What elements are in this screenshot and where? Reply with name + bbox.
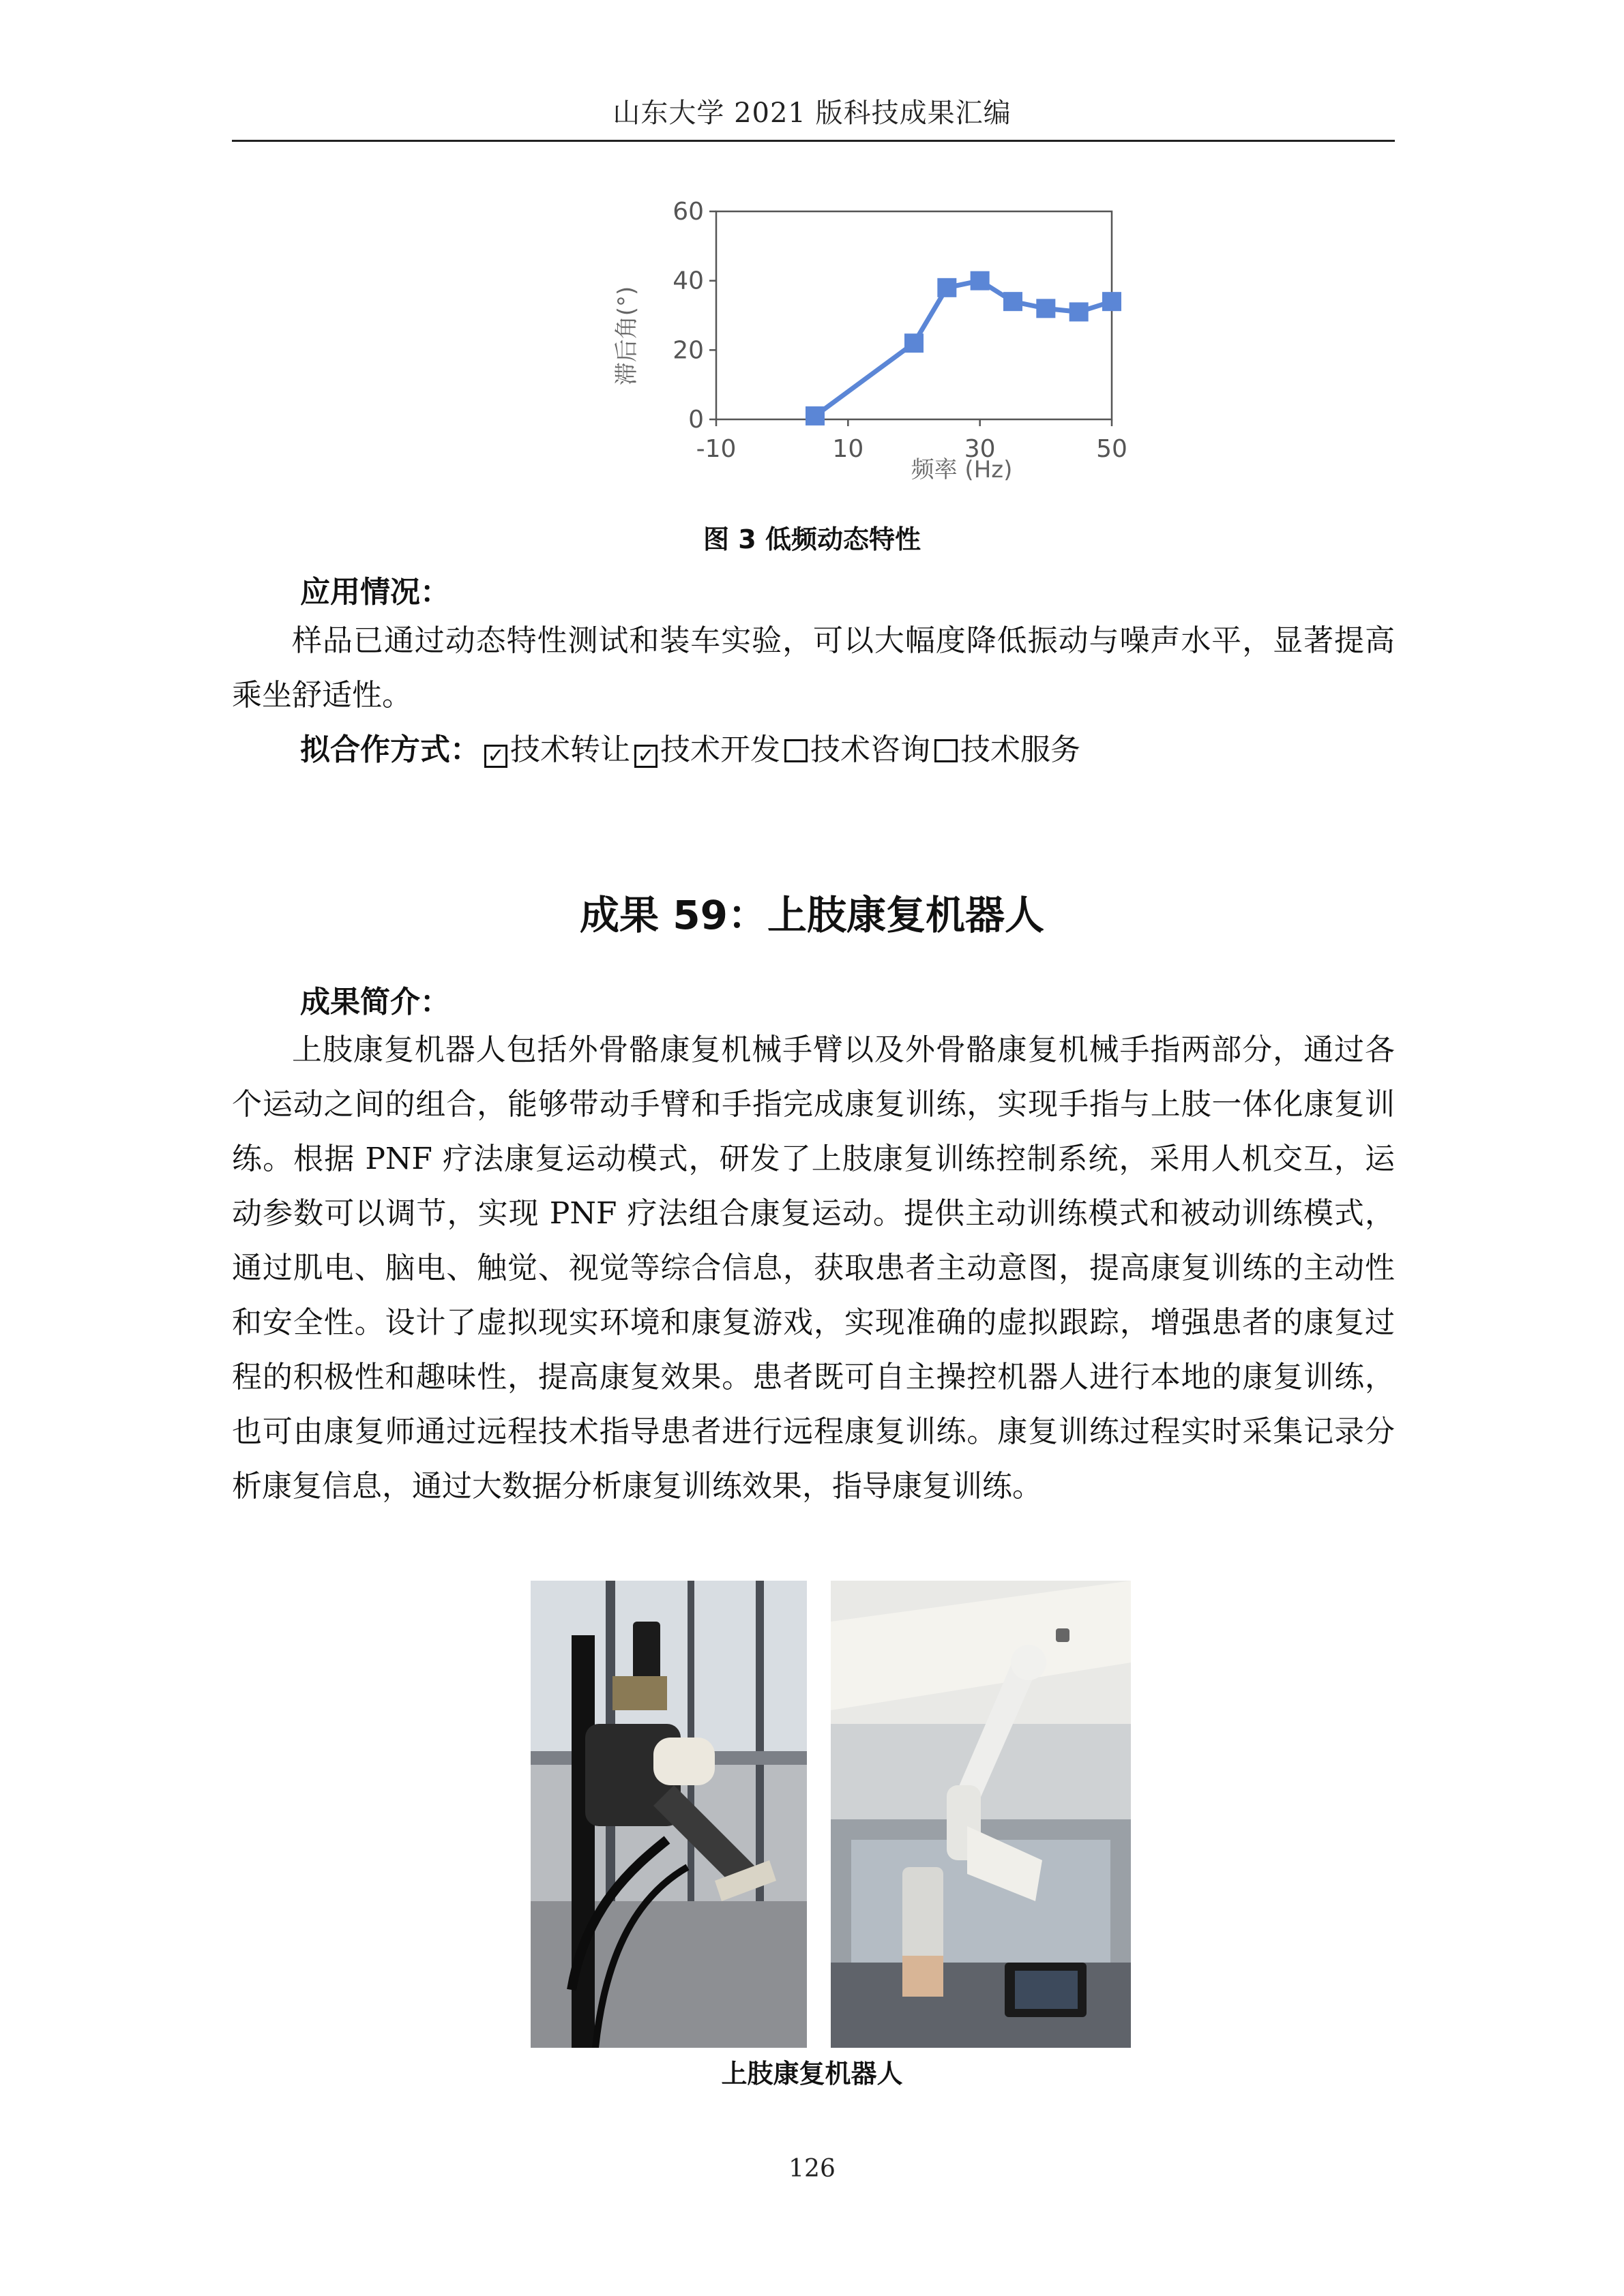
option-label-1: 技术开发	[660, 732, 780, 767]
x-tick-label: -10	[696, 435, 737, 463]
application-label: 应用情况：	[300, 575, 450, 610]
robot-photo-caption: 上肢康复机器人	[721, 2059, 903, 2089]
robot-photo-left	[531, 1581, 807, 2048]
x-tick-label: 30	[964, 435, 996, 463]
page-header-title: 山东大学 2021 版科技成果汇编	[612, 98, 1012, 129]
y-axis-label: 滞后角(°)	[613, 286, 640, 386]
data-point	[1036, 299, 1055, 318]
y-tick-label: 40	[673, 267, 704, 295]
option-checkbox-3	[934, 739, 958, 762]
chart-svg	[546, 198, 1160, 522]
application-text: 样品已通过动态特性测试和装车实验，可以大幅度降低振动与噪声水平，显著提高乘坐舒适性。	[232, 623, 1395, 713]
data-point	[971, 271, 990, 290]
cooperation-label: 拟合作方式：	[300, 732, 480, 767]
option-checkbox-0: ✓	[484, 745, 507, 768]
intro-text: 上肢康复机器人包括外骨骼康复机械手臂以及外骨骼康复机械手指两部分，通过各个运动之间的组合，能够带动手臂和手指完成康复训练，实现手指与上肢一体化康复训练。根据 PNF 疗法康复运动模式，研发了上肢康复训练控制系统，采用人机交互，运动参数可以调节，实现 PNF 疗法组合康复运动。提供主动训练模式和被动训练模式，通过肌电、脑电、触觉、视觉等综合信息，获取患者主动意图，提高康复训练的主动性和安全性。设计了虚拟现实环境和康复游戏，实现准确的虚拟跟踪，增强患者的康复过程的积极性和趣味性，提高康复效果。患者既可自主操控机器人进行本地的康复训练，也可由康复师通过远程技术指导患者进行远程康复训练。康复训练过程实时采集记录分析康复信息，通过大数据分析康复训练效果，指导康复训练。	[232, 1032, 1395, 1504]
data-point	[1003, 292, 1022, 311]
x-tick-label: 10	[832, 435, 864, 463]
data-point	[1102, 292, 1121, 311]
robot-photo-right	[831, 1581, 1131, 2048]
data-point	[937, 278, 956, 297]
data-point	[904, 333, 924, 353]
x-axis-label: 频率 (Hz)	[911, 456, 1013, 483]
y-tick-label: 20	[673, 336, 704, 365]
cooperation-line	[300, 725, 1080, 769]
data-point	[1069, 302, 1089, 321]
option-checkbox-1: ✓	[634, 745, 658, 768]
achievement-title: 成果 59：上肢康复机器人	[580, 892, 1044, 938]
figure-3-caption: 图 3 低频动态特性	[703, 524, 921, 554]
data-point	[806, 406, 825, 426]
figure-3-chart	[546, 198, 1160, 522]
option-label-0: 技术转让	[510, 732, 630, 767]
page-number: 126	[788, 2155, 836, 2183]
cooperation-options	[480, 732, 1080, 767]
option-checkbox-2	[784, 739, 808, 762]
y-tick-label: 0	[688, 406, 704, 434]
option-label-3: 技术服务	[960, 732, 1080, 767]
y-tick-label: 60	[673, 198, 704, 226]
option-label-2: 技术咨询	[810, 732, 930, 767]
series-line	[815, 281, 1112, 416]
header-divider	[232, 140, 1395, 142]
x-tick-label: 50	[1096, 435, 1127, 463]
intro-label: 成果简介：	[300, 985, 450, 1019]
